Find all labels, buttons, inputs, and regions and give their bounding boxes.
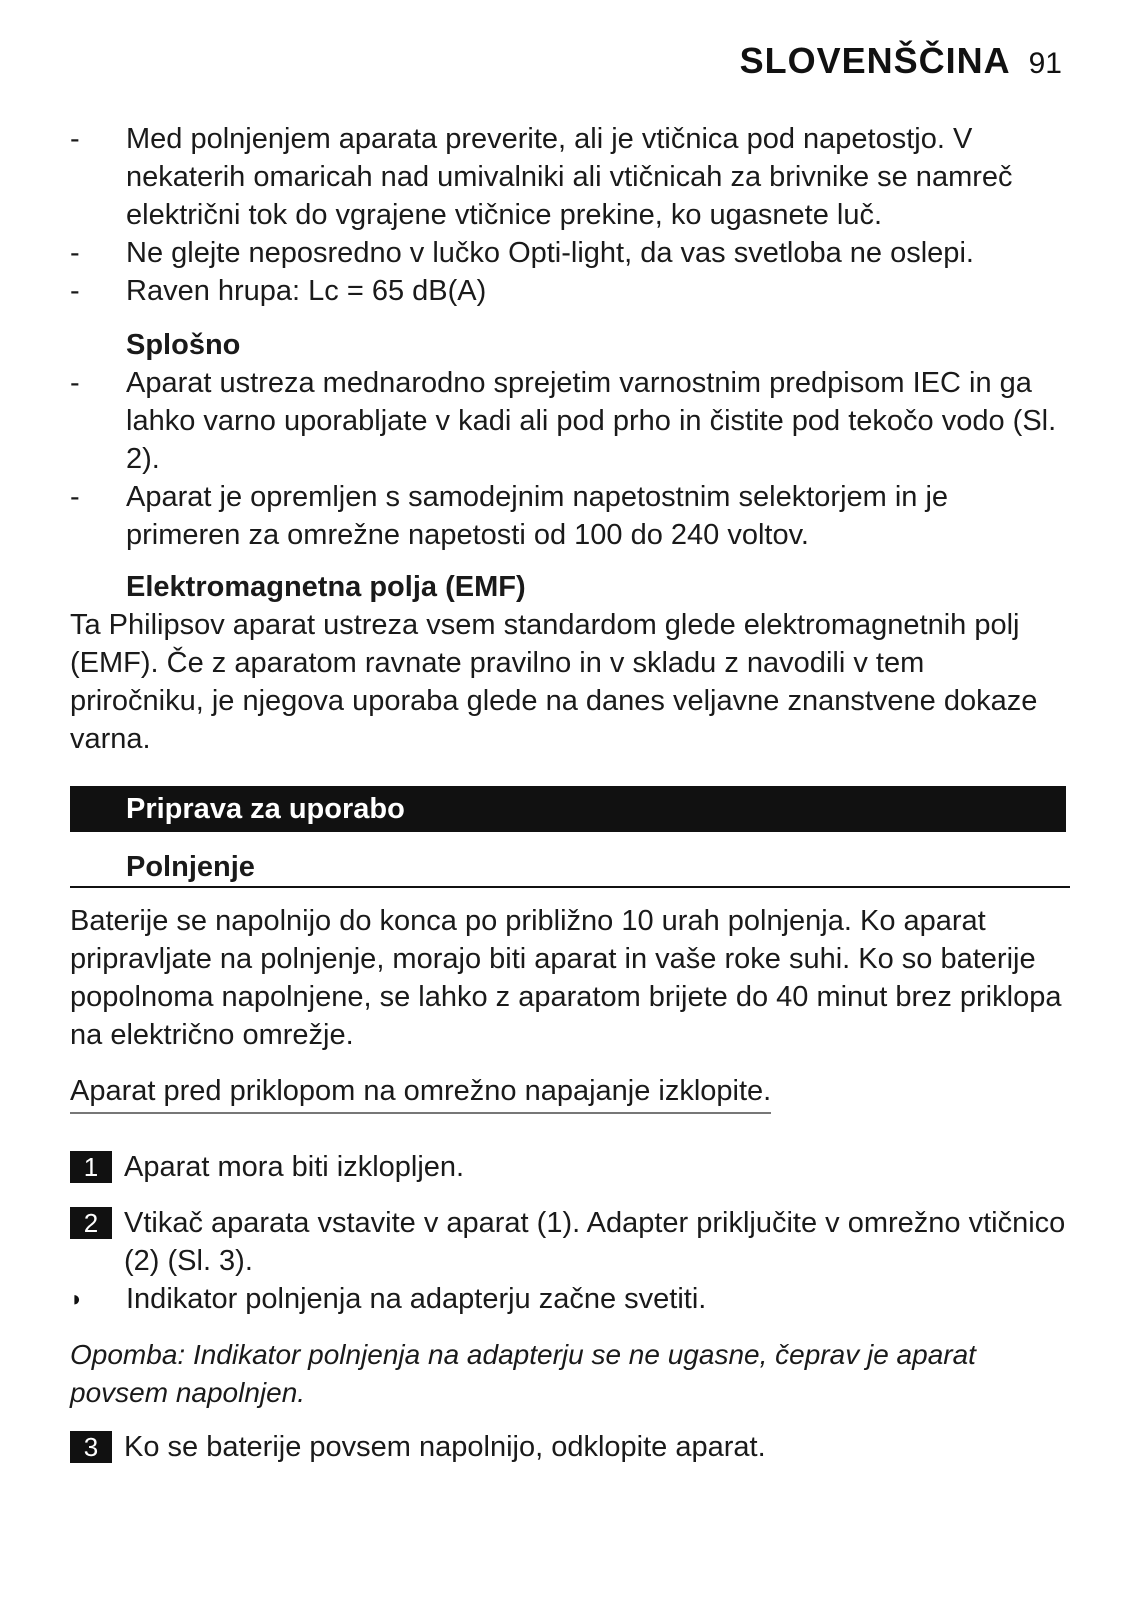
list-item-text: Ne glejte neposredno v lučko Opti-light, da vas svetloba ne oslepi. bbox=[126, 237, 974, 269]
list-item: - Med polnjenjem aparata preverite, ali je vtičnica pod napetostjo. V nekaterih omaricah nad umivalniki ali vtičnicah za brivnike se namreč električni tok do vgrajene vtičnice prekine, ko ugasnete luč. bbox=[70, 120, 1066, 234]
list-item: - Ne glejte neposredno v lučko Opti-light, da vas svetloba ne oslepi. bbox=[70, 234, 1066, 272]
charging-heading: Polnjenje bbox=[126, 851, 255, 883]
list-item-text: Aparat ustreza mednarodno sprejetim varnostnim predpisom IEC in ga lahko varno uporabljate v kadi ali pod prho in čistite pod tekočo vodo (Sl. 2). bbox=[126, 367, 1057, 475]
list-item-text: Med polnjenjem aparata preverite, ali je vtičnica pod napetostjo. V nekaterih omaricah nad umivalniki ali vtičnicah za brivnike se namreč električni tok do vgrajene vtičnice prekine, ko ugasnete luč. bbox=[126, 123, 1013, 231]
list-item-text: Aparat je opremljen s samodejnim napetostnim selektorjem in je primeren za omrežne napetosti od 100 do 240 voltov. bbox=[126, 481, 949, 551]
step-text: Ko se baterije povsem napolnijo, odklopite aparat. bbox=[124, 1431, 766, 1463]
header-language: SLOVENŠČINA bbox=[739, 40, 1011, 81]
charging-paragraph: Baterije se napolnijo do konca po približno 10 urah polnjenja. Ko aparat pripravljate na polnjenje, morajo biti aparat in vaše roke suhi. Ko so baterije popolnoma napolnjene, se lahko z aparatom brijete do 40 minut brez priklopa na električno omrežje. bbox=[70, 905, 1062, 1051]
list-item: - Aparat ustreza mednarodno sprejetim varnostnim predpisom IEC in ga lahko varno uporabljate v kadi ali pod prho in čistite pod tekočo vodo (Sl. 2). bbox=[70, 364, 1066, 478]
emf-text: Ta Philipsov aparat ustreza vsem standardom glede elektromagnetnih polj (EMF). Če z aparatom ravnate pravilno in v skladu z navodili v tem priročniku, je njegova uporaba glede na danes veljavne znanstvene dokaze varna. bbox=[70, 609, 1038, 755]
list-item-text: Raven hrupa: Lc = 65 dB(A) bbox=[126, 275, 487, 307]
step-number: 1 bbox=[70, 1151, 112, 1183]
intro-list bbox=[70, 120, 1066, 310]
step-number: 2 bbox=[70, 1207, 112, 1239]
emf-section bbox=[70, 568, 1066, 758]
charging-heading-block bbox=[70, 848, 1066, 886]
step-result bbox=[70, 1280, 1066, 1318]
emf-heading: Elektromagnetna polja (EMF) bbox=[126, 571, 526, 603]
list-item: - Aparat je opremljen s samodejnim napetostnim selektorjem in je primeren za omrežne napetosti od 100 do 240 voltov. bbox=[70, 478, 1066, 554]
heading-divider bbox=[70, 886, 1070, 888]
page-number: 91 bbox=[1028, 47, 1062, 80]
step-1 bbox=[70, 1148, 1066, 1186]
step-number: 3 bbox=[70, 1431, 112, 1463]
result-arrow-icon: ◗ bbox=[70, 1286, 84, 1311]
result-text: Indikator polnjenja na adapterju začne svetiti. bbox=[126, 1283, 707, 1315]
list-item: - Raven hrupa: Lc = 65 dB(A) bbox=[70, 272, 1066, 310]
step-text: Vtikač aparata vstavite v aparat (1). Adapter priključite v omrežno vtičnico (2) (Sl. 3). bbox=[124, 1207, 1066, 1277]
warning-text: Aparat pred priklopom na omrežno napajanje izklopite. bbox=[70, 1072, 771, 1114]
general-section bbox=[70, 326, 1066, 554]
section-title-bar: Priprava za uporabo bbox=[70, 786, 1066, 832]
page-header bbox=[740, 40, 1062, 82]
step-2 bbox=[70, 1204, 1066, 1280]
step-text: Aparat mora biti izklopljen. bbox=[124, 1151, 465, 1183]
general-heading: Splošno bbox=[126, 329, 241, 361]
note-text: Opomba: Indikator polnjenja na adapterju se ne ugasne, čeprav je aparat povsem napolnjen. bbox=[70, 1339, 976, 1408]
step-3 bbox=[70, 1428, 1066, 1466]
